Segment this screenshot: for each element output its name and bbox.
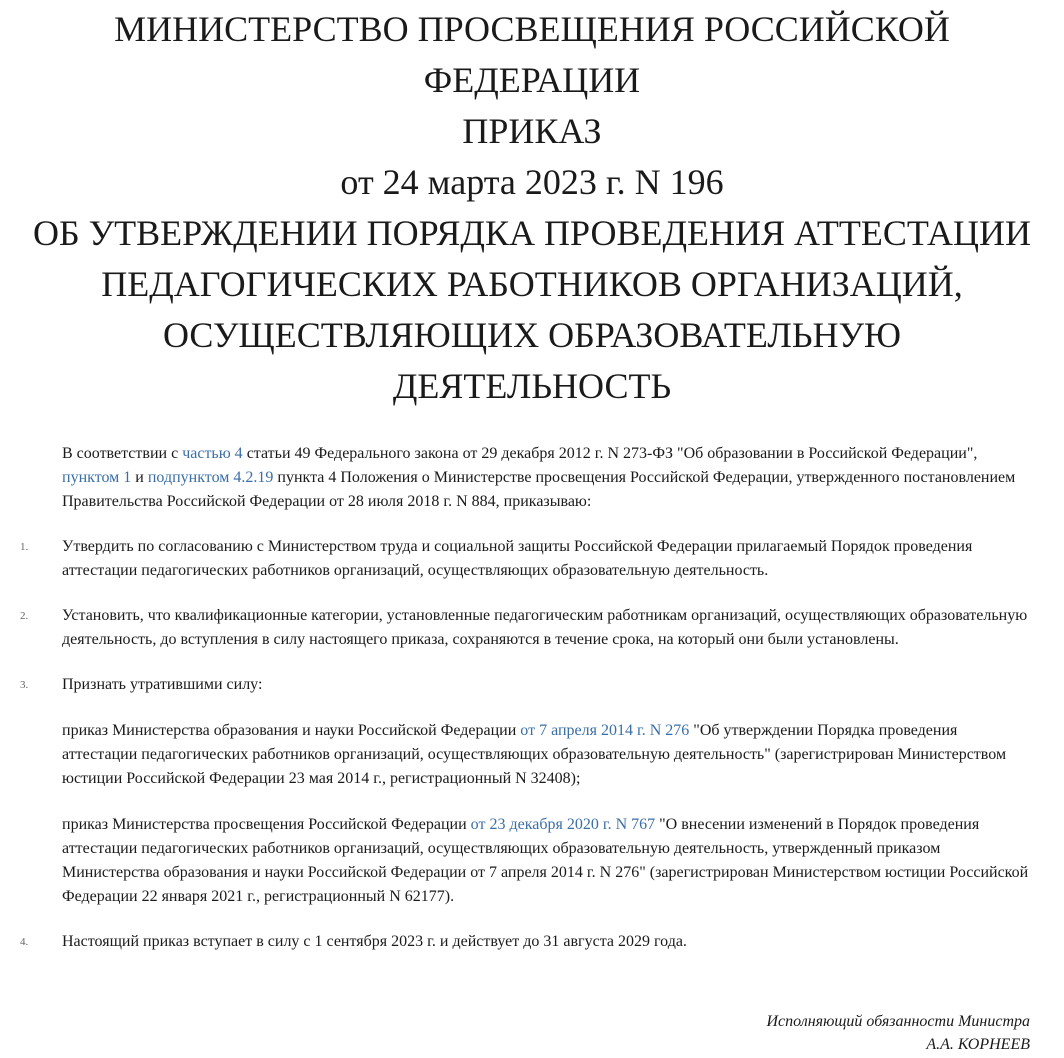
signatory-name: А.А. КОРНЕЕВ	[926, 1036, 1030, 1053]
link-order-767[interactable]: от 23 декабря 2020 г. N 767	[470, 816, 656, 833]
document-body	[20, 442, 1034, 954]
link-point-1[interactable]: пунктом 1	[62, 469, 132, 486]
revoked-text: приказ Министерства образования и науки Российской Федерации	[62, 722, 521, 739]
heading-line: ОБ УТВЕРЖДЕНИИ ПОРЯДКА ПРОВЕДЕНИЯ АТТЕСТАЦИИ	[32, 213, 1032, 253]
signatory-position: Исполняющий обязанности Министра	[766, 1013, 1030, 1030]
revoked-text: "О внесении изменений в Порядок проведения аттестации педагогических работников организаций, осуществляющих образовательную деятельность, утвержденный приказом Министерства образования и науки Российской Федерации от 7 апреля 2014 г. N 276" (зарегистрирован Министерством юстиции Российской Федерации 22 января 2021 г., регистрационный N 62177).	[62, 816, 1029, 905]
item-text: Утвердить по согласованию с Министерством труда и социальной защиты Российской Федерации прилагаемый Порядок проведения аттестации педагогических работников организаций, осуществляющих образовательную деятельность.	[62, 538, 973, 579]
heading-line: от 24 марта 2023 г. N 196	[340, 162, 724, 202]
link-part-4[interactable]: частью 4	[182, 445, 243, 462]
heading-line: ПРИКАЗ	[462, 111, 602, 151]
heading-line: ПЕДАГОГИЧЕСКИХ РАБОТНИКОВ ОРГАНИЗАЦИЙ,	[101, 264, 963, 304]
signature-block	[766, 1010, 1030, 1056]
document-heading	[0, 0, 1064, 412]
preamble-text: статьи 49 Федерального закона от 29 декабря 2012 г. N 273-ФЗ "Об образовании в Российской Федерации",	[242, 445, 978, 462]
revoked-text: приказ Министерства просвещения Российской Федерации	[62, 816, 471, 833]
link-order-276[interactable]: от 7 апреля 2014 г. N 276	[520, 722, 690, 739]
list-item-1	[20, 535, 1034, 583]
heading-line: МИНИСТЕРСТВО ПРОСВЕЩЕНИЯ РОССИЙСКОЙ	[114, 9, 950, 49]
preamble-text: и	[131, 469, 148, 486]
preamble-text: пункта 4 Положения о Министерстве просвещения Российской Федерации, утвержденного постановлением Правительства Российской Федерации от 28 июля 2018 г. N 884, приказываю:	[62, 469, 1016, 510]
revoked-order-2	[62, 813, 1034, 909]
item-number: 4.	[20, 936, 29, 948]
preamble-text: В соответствии с	[62, 445, 183, 462]
list-item-4	[20, 930, 1034, 954]
revoked-text: "Об утверждении Порядка проведения аттестации педагогических работников организаций, осуществляющих образовательную деятельность" (зарегистрирован Министерством юстиции Российской Федерации 23 мая 2014 г., регистрационный N 32408);	[62, 722, 1007, 787]
heading-line: ФЕДЕРАЦИИ	[423, 60, 641, 100]
item-number: 1.	[20, 541, 29, 553]
item-text: Настоящий приказ вступает в силу с 1 сентября 2023 г. и действует до 31 августа 2029 года.	[62, 933, 687, 950]
list-item-3	[20, 673, 1034, 909]
item-number: 3.	[20, 679, 29, 691]
item-number: 2.	[20, 610, 29, 622]
item-text: Установить, что квалификационные категории, установленные педагогическим работникам организаций, осуществляющих образовательную деятельность, до вступления в силу настоящего приказа, сохраняются в течение срока, на который они были установлены.	[62, 607, 1028, 648]
link-subpoint-4-2-19[interactable]: подпунктом 4.2.19	[147, 469, 274, 486]
preamble-paragraph	[62, 442, 1034, 514]
item-text: Признать утратившими силу:	[62, 676, 263, 693]
revoked-order-1	[62, 719, 1034, 791]
heading-line: ОСУЩЕСТВЛЯЮЩИХ ОБРАЗОВАТЕЛЬНУЮ	[162, 315, 902, 355]
heading-line: ДЕЯТЕЛЬНОСТЬ	[392, 366, 672, 406]
list-item-2	[20, 604, 1034, 652]
